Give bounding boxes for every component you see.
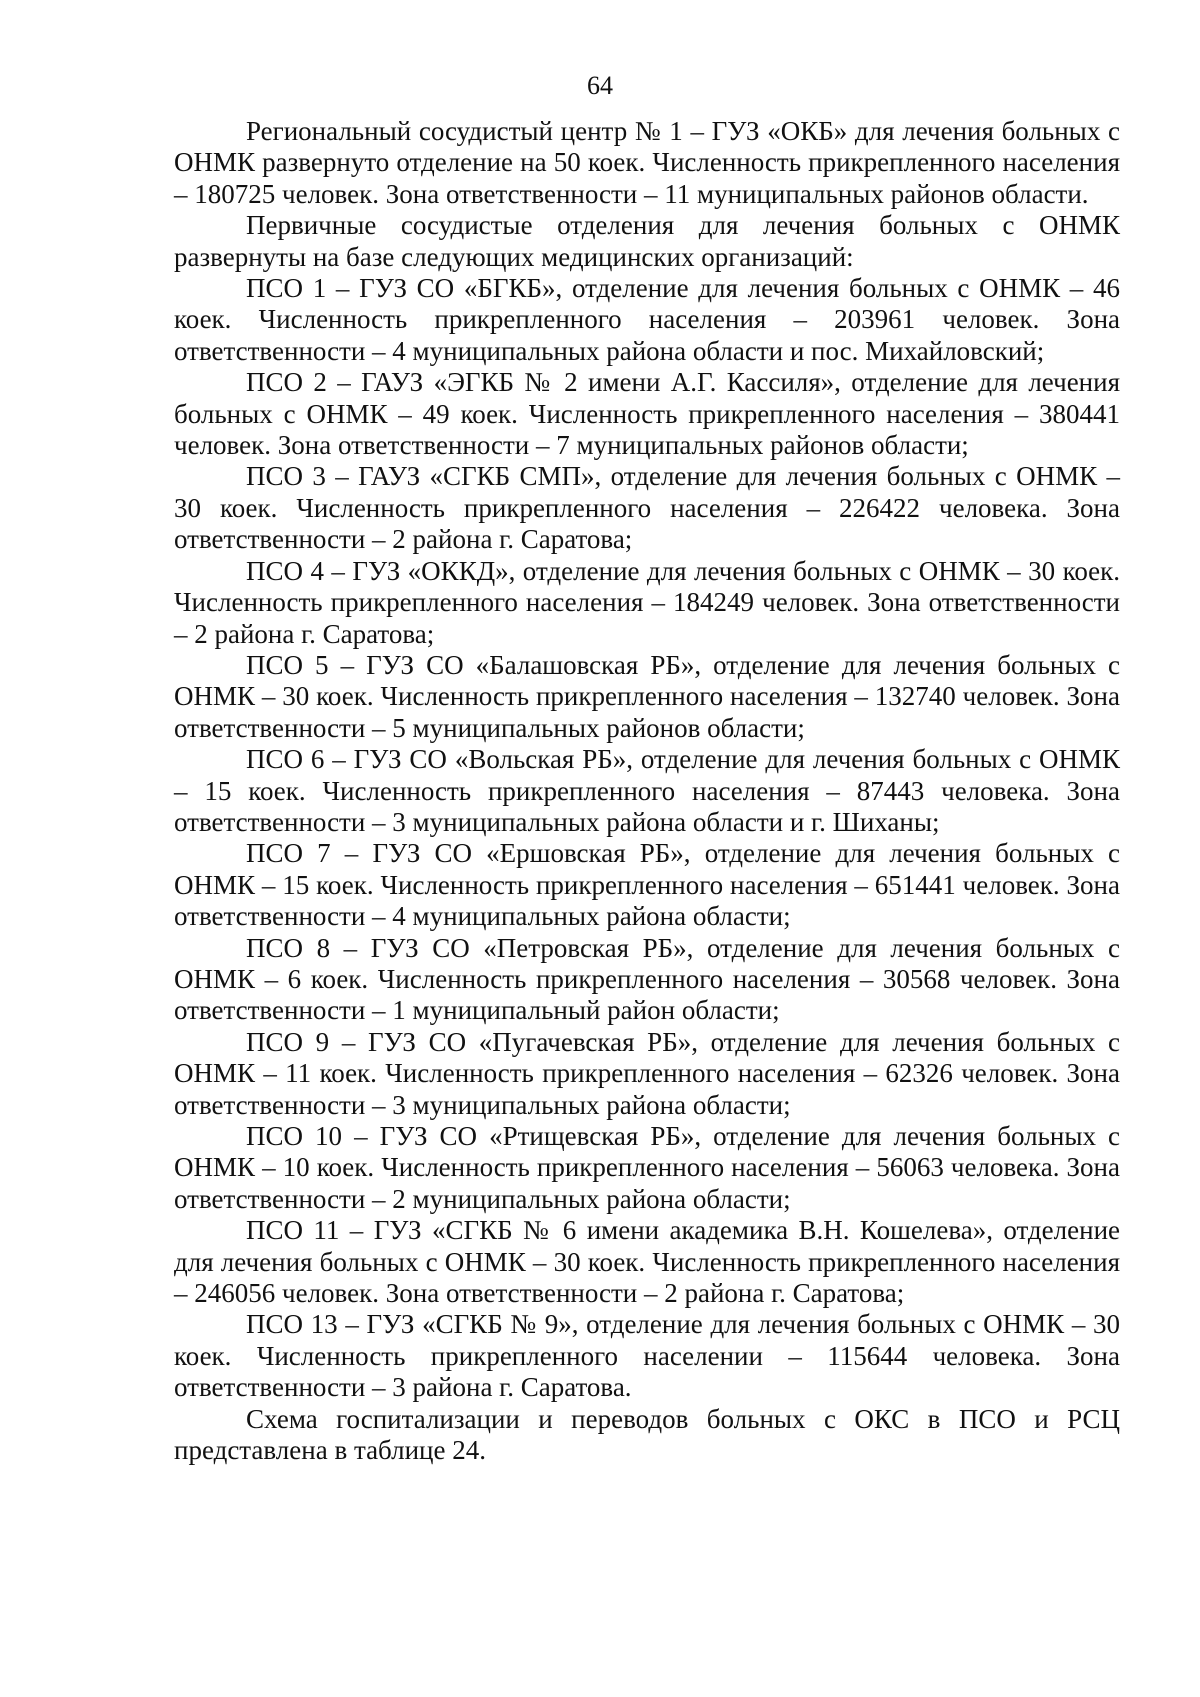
- paragraph-pso-intro: Первичные сосудистые отделения для лечения больных с ОНМК развернуты на базе следующих медицинских организаций:: [174, 210, 1120, 272]
- paragraph-pso-8: ПСО 8 – ГУЗ СО «Петровская РБ», отделение для лечения больных с ОНМК – 6 коек. Численность прикрепленного населения – 30568 человек. Зона ответственности – 1 муниципальный район области;: [174, 932, 1120, 1026]
- paragraph-pso-13: ПСО 13 – ГУЗ «СГКБ № 9», отделение для лечения больных с ОНМК – 30 коек. Численность прикрепленного населении – 115644 человека. Зона ответственности – 3 района г. Саратова.: [174, 1309, 1120, 1403]
- paragraph-pso-6: ПСО 6 – ГУЗ СО «Вольская РБ», отделение для лечения больных с ОНМК – 15 коек. Численность прикрепленного населения – 87443 человека. Зона ответственности – 3 муниципальных района области и г. Шиханы;: [174, 744, 1120, 837]
- paragraph-pso-10: ПСО 10 – ГУЗ СО «Ртищевская РБ», отделение для лечения больных с ОНМК – 10 коек. Численность прикрепленного населения – 56063 человека. Зона ответственности – 2 муниципальных района области;: [174, 1121, 1120, 1214]
- paragraph-pso-1: ПСО 1 – ГУЗ СО «БГКБ», отделение для лечения больных с ОНМК – 46 коек. Численность прикрепленного населения – 203961 человек. Зона ответственности – 4 муниципальных района области и пос. Михайловский;: [174, 273, 1120, 366]
- paragraph-pso-7: ПСО 7 – ГУЗ СО «Ершовская РБ», отделение для лечения больных с ОНМК – 15 коек. Численность прикрепленного населения – 651441 человек. Зона ответственности – 4 муниципальных района области;: [174, 838, 1120, 932]
- paragraph-rsc-1: Региональный сосудистый центр № 1 – ГУЗ «ОКБ» для лечения больных с ОНМК развернуто отделение на 50 коек. Численность прикрепленного населения – 180725 человек. Зона ответственности – 11 муниципальных районов области.: [174, 116, 1120, 209]
- paragraph-hospitalization-scheme: Схема госпитализации и переводов больных с ОКС в ПСО и РСЦ представлена в таблице 24.: [174, 1403, 1120, 1466]
- paragraph-pso-4: ПСО 4 – ГУЗ «ОККД», отделение для лечения больных с ОНМК – 30 коек. Численность прикрепленного населения – 184249 человек. Зона ответственности – 2 района г. Саратова;: [174, 555, 1120, 649]
- paragraph-pso-3: ПСО 3 – ГАУЗ «СГКБ СМП», отделение для лечения больных с ОНМК – 30 коек. Численность прикрепленного населения – 226422 человека. Зона ответственности – 2 района г. Саратова;: [174, 461, 1120, 555]
- page-number: 64: [587, 71, 613, 100]
- paragraph-pso-9: ПСО 9 – ГУЗ СО «Пугачевская РБ», отделение для лечения больных с ОНМК – 11 коек. Численность прикрепленного населения – 62326 человек. Зона ответственности – 3 муниципальных района области;: [174, 1026, 1120, 1120]
- paragraph-pso-5: ПСО 5 – ГУЗ СО «Балашовская РБ», отделение для лечения больных с ОНМК – 30 коек. Численность прикрепленного населения – 132740 человек. Зона ответственности – 5 муниципальных районов области;: [174, 649, 1120, 743]
- paragraph-pso-11: ПСО 11 – ГУЗ «СГКБ № 6 имени академика В.Н. Кошелева», отделение для лечения больных с ОНМК – 30 коек. Численность прикрепленного населения – 246056 человек. Зона ответственности – 2 района г. Саратова;: [174, 1215, 1120, 1309]
- document-body: [174, 116, 1120, 1466]
- paragraph-pso-2: ПСО 2 – ГАУЗ «ЭГКБ № 2 имени А.Г. Кассиля», отделение для лечения больных с ОНМК – 49 коек. Численность прикрепленного населения – 380441 человек. Зона ответственности – 7 муниципальных районов области;: [174, 367, 1120, 461]
